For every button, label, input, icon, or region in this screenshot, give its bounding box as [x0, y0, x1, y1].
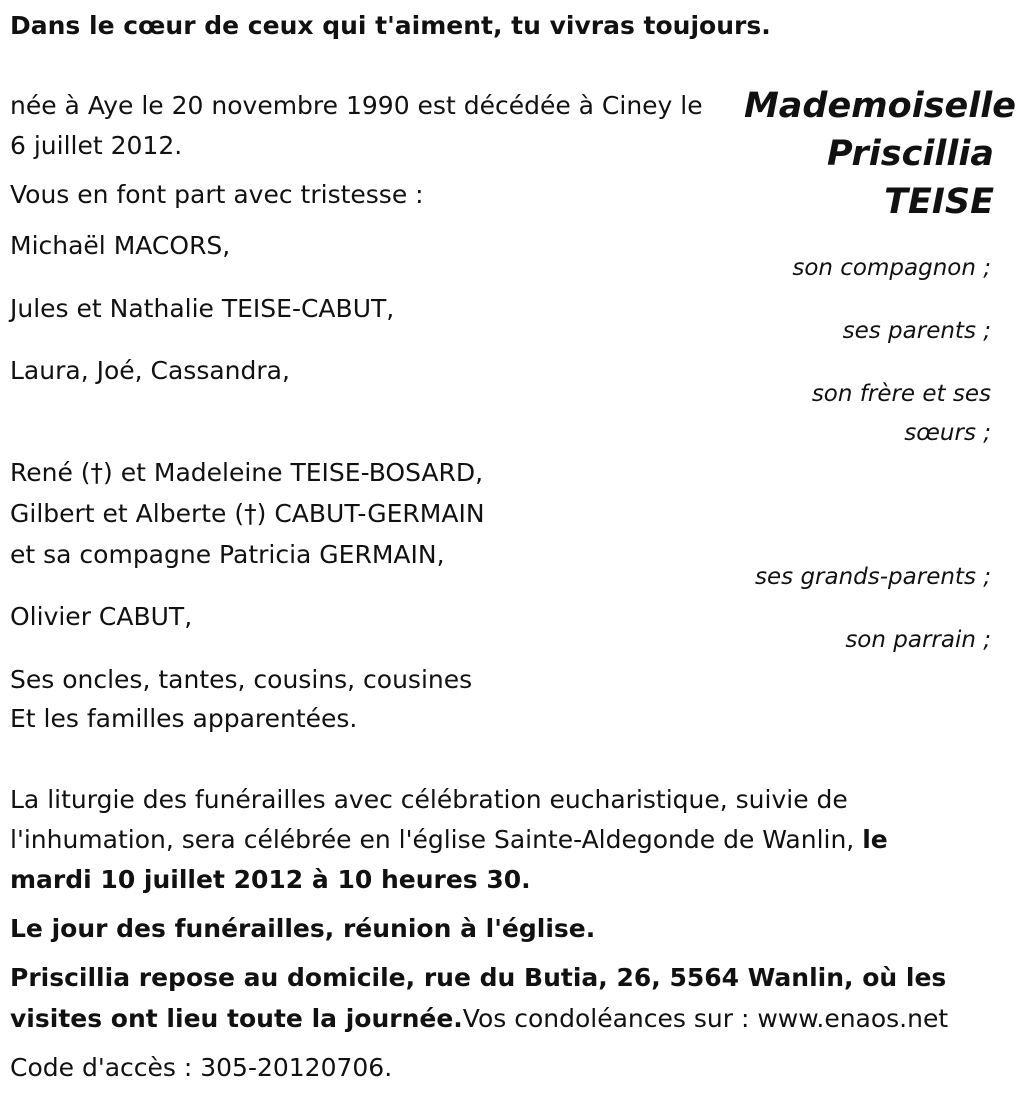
family-relation: ses grands-parents ;: [755, 564, 991, 590]
intro-text: Vous en font part avec tristesse :: [10, 180, 424, 209]
deceased-first-name: Priscillia: [826, 134, 994, 174]
family-name: Jules et Nathalie TEISE-CABUT,: [10, 294, 395, 323]
family-name: Ses oncles, tantes, cousins, cousines: [10, 665, 473, 694]
ceremony-line-2-bold: le: [862, 825, 888, 854]
condolences-text: Vos condoléances sur : www.enaos.net: [462, 1004, 949, 1033]
visitation-line-2: [10, 999, 948, 1039]
family-relation: sœurs ;: [904, 420, 991, 446]
visitation-line-1: Priscillia repose au domicile, rue du Butia, 26, 5564 Wanlin, où les: [10, 963, 947, 992]
birth-death-line-2: 6 juillet 2012.: [10, 131, 183, 160]
family-relation: son compagnon ;: [792, 255, 991, 281]
family-name: Gilbert et Alberte (†) CABUT-GERMAIN: [10, 499, 485, 528]
family-relation: son parrain ;: [845, 627, 991, 653]
access-code: Code d'accès : 305-20120706.: [10, 1053, 393, 1082]
deceased-title: Mademoiselle: [743, 86, 1016, 126]
family-name: Laura, Joé, Cassandra,: [10, 356, 290, 385]
visitation-bold: visites ont lieu toute la journée.: [10, 1004, 463, 1033]
family-name: et sa compagne Patricia GERMAIN,: [10, 540, 445, 569]
ceremony-date: mardi 10 juillet 2012 à 10 heures 30.: [10, 865, 531, 894]
birth-death-line-1: née à Aye le 20 novembre 1990 est décédée à Ciney le: [10, 91, 703, 120]
ceremony-line-2: [10, 820, 888, 860]
epitaph: Dans le cœur de ceux qui t'aiment, tu vivras toujours.: [10, 11, 771, 40]
family-name: Michaël MACORS,: [10, 231, 231, 260]
ceremony-line-1: La liturgie des funérailles avec célébration eucharistique, suivie de: [10, 785, 848, 814]
family-relation: son frère et ses: [811, 381, 991, 407]
family-name: René (†) et Madeleine TEISE-BOSARD,: [10, 458, 484, 487]
family-name: Olivier CABUT,: [10, 602, 193, 631]
reunion-text: Le jour des funérailles, réunion à l'église.: [10, 914, 596, 943]
ceremony-line-2-text: l'inhumation, sera célébrée en l'église Sainte-Aldegonde de Wanlin,: [10, 825, 855, 854]
deceased-last-name: TEISE: [884, 182, 994, 222]
family-relation: ses parents ;: [842, 318, 991, 344]
family-name: Et les familles apparentées.: [10, 704, 358, 733]
